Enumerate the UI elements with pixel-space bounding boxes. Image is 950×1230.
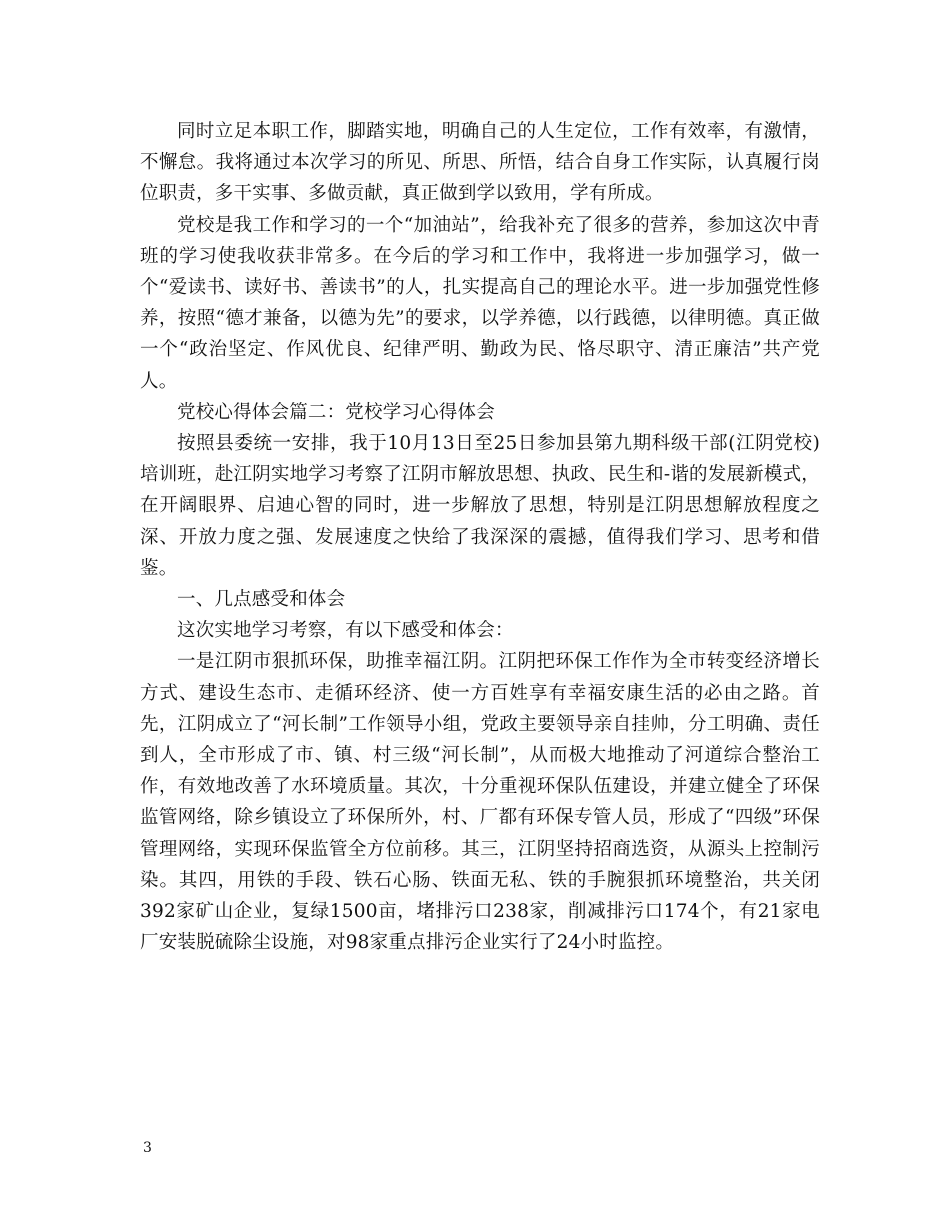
- section-heading-impressions: 一、几点感受和体会: [177, 589, 346, 611]
- paragraph-commitment: 同时立足本职工作，脚踏实地，明确自己的人生定位，工作有效率，有激情，不懈怠。我将通过本次学习的所见、所思、所悟，结合自身工作实际，认真履行岗位职责，多干实事、多做贡献，真正做到学以致用，学有所成。: [140, 121, 820, 205]
- document-body: [140, 116, 820, 958]
- paragraph-training-intro: 按照县委统一安排，我于10月13日至25日参加县第九期科级干部(江阴党校)培训班，赴江阴实地学习考察了江阴市解放思想、执政、民生和-谐的发展新模式，在开阔眼界、启迪心智的同时，进一步解放了思想，特别是江阴思想解放程度之深、开放力度之强、发展速度之快给了我深深的震撼，值得我们学习、思考和借鉴。: [140, 433, 820, 579]
- paragraph-environmental-protection: 一是江阴市狠抓环保，助推幸福江阴。江阴把环保工作作为全市转变经济增长方式、建设生态市、走循环经济、使一方百姓享有幸福安康生活的必由之路。首先，江阴成立了“河长制”工作领导小组，党政主要领导亲自挂帅，分工明确、责任到人，全市形成了市、镇、村三级“河长制”，从而极大地推动了河道综合整治工作，有效地改善了水环境质量。其次，十分重视环保队伍建设，并建立健全了环保监管网络，除乡镇设立了环保所外，村、厂都有环保专管人员，形成了“四级”环保管理网络，实现环保监管全方位前移。其三，江阴坚持招商选资，从源头上控制污染。其四，用铁的手段、铁石心肠、铁面无私、铁的手腕狠抓环境整治，共关闭392家矿山企业，复绿1500亩，堵排污口238家，削减排污口174个，有21家电厂安装脱硫除尘设施，对98家重点排污企业实行了24小时监控。: [140, 651, 820, 954]
- section-heading-part-two: 党校心得体会篇二：党校学习心得体会: [177, 401, 495, 423]
- page-number: 3: [143, 1140, 152, 1156]
- paragraph-impressions-lead: 这次实地学习考察，有以下感受和体会：: [177, 620, 514, 642]
- paragraph-party-school: 党校是我工作和学习的一个“加油站”，给我补充了很多的营养，参加这次中青班的学习使我收获非常多。在今后的学习和工作中，我将进一步加强学习，做一个“爱读书、读好书、善读书”的人，扎实提高自己的理论水平。进一步加强党性修养，按照“德才兼备，以德为先”的要求，以学养德，以行践德，以律明德。真正做一个“政治坚定、作风优良、纪律严明、勤政为民、恪尽职守、清正廉洁”共产党人。: [140, 214, 820, 392]
